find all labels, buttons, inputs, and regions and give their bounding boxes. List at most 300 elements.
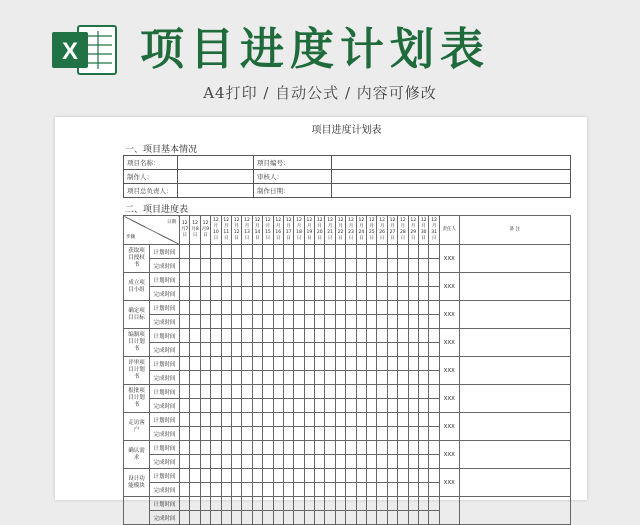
task-plan-row [124,385,571,399]
schedule-cell [231,287,241,301]
schedule-cell [180,441,190,455]
schedule-cell [418,511,428,525]
schedule-cell [335,441,345,455]
schedule-cell [346,245,356,259]
banner-subtitle: A4打印 / 自动公式 / 内容可修改 [203,84,437,102]
schedule-cell [398,413,408,427]
schedule-cell [418,273,428,287]
schedule-cell [190,511,200,525]
task-name: 设计功能模块 [124,469,150,497]
schedule-cell [252,329,262,343]
schedule-cell [200,371,210,385]
schedule-cell [325,245,335,259]
info-label: 项目编号： [254,156,332,170]
schedule-cell [335,301,345,315]
schedule-cell [294,245,304,259]
schedule-cell [294,441,304,455]
schedule-cell [231,259,241,273]
schedule-cell [398,357,408,371]
schedule-cell [315,511,325,525]
task-name: 成立项目小组 [124,273,150,301]
schedule-cell [418,329,428,343]
schedule-cell [429,455,439,469]
schedule-cell [252,497,262,511]
schedule-cell [408,259,418,273]
schedule-cell [325,329,335,343]
schedule-cell [190,469,200,483]
schedule-cell [304,497,314,511]
remark-cell [459,273,570,301]
header-diagonal-cell [124,216,180,245]
schedule-cell [283,245,293,259]
schedule-cell [346,371,356,385]
schedule-cell [408,455,418,469]
schedule-cell [263,469,273,483]
responsible-cell: XXX [439,469,459,497]
schedule-cell [190,413,200,427]
schedule-cell [429,371,439,385]
schedule-cell [387,427,397,441]
schedule-cell [231,357,241,371]
schedule-cell [398,511,408,525]
schedule-cell [325,273,335,287]
schedule-cell [356,315,366,329]
schedule-cell [263,385,273,399]
schedule-cell [387,483,397,497]
schedule-cell [315,427,325,441]
schedule-cell [356,427,366,441]
schedule-cell [242,441,252,455]
schedule-cell [356,301,366,315]
schedule-cell [231,301,241,315]
schedule-cell [418,357,428,371]
schedule-cell [294,511,304,525]
info-value [332,156,571,170]
task-name: 编制项目计划书 [124,329,150,357]
schedule-cell [429,385,439,399]
schedule-cell [325,497,335,511]
schedule-cell [221,399,231,413]
responsible-cell: XXX [439,357,459,385]
banner [0,0,640,112]
schedule-cell [283,413,293,427]
schedule-cell [242,511,252,525]
schedule-cell [190,329,200,343]
date-header: 12月8日 [190,216,200,245]
schedule-cell [304,245,314,259]
schedule-cell [231,315,241,329]
schedule-cell [335,399,345,413]
schedule-cell [335,427,345,441]
remark-cell [459,497,570,525]
info-value [178,170,254,184]
schedule-cell [273,511,283,525]
schedule-cell [190,371,200,385]
plan-time-label: 计划时间 [150,273,180,287]
sheet-title: 项目进度计划表 [311,125,382,136]
date-header: 12月26日 [377,216,387,245]
schedule-cell [315,259,325,273]
progress-table [123,215,571,525]
schedule-cell [346,483,356,497]
plan-time-label: 计划时间 [150,329,180,343]
schedule-cell [325,455,335,469]
schedule-cell [408,511,418,525]
schedule-cell [200,413,210,427]
schedule-cell [242,245,252,259]
schedule-cell [283,455,293,469]
schedule-cell [304,469,314,483]
schedule-cell [408,287,418,301]
schedule-cell [211,343,221,357]
schedule-cell [377,511,387,525]
schedule-cell [377,329,387,343]
info-value [332,170,571,184]
schedule-cell [273,371,283,385]
schedule-cell [315,357,325,371]
schedule-cell [398,343,408,357]
remark-cell [459,301,570,329]
task-plan-row [124,497,571,511]
schedule-cell [273,301,283,315]
task-plan-row [124,413,571,427]
schedule-cell [356,441,366,455]
schedule-cell [325,385,335,399]
schedule-cell [429,441,439,455]
schedule-cell [283,287,293,301]
schedule-cell [304,329,314,343]
date-header: 12月12日 [231,216,241,245]
schedule-cell [367,273,377,287]
task-plan-row [124,469,571,483]
schedule-cell [325,441,335,455]
info-value [178,184,254,198]
info-label: 审核人： [254,170,332,184]
schedule-cell [231,371,241,385]
schedule-cell [408,483,418,497]
schedule-cell [252,455,262,469]
schedule-cell [325,259,335,273]
schedule-cell [367,511,377,525]
schedule-cell [367,301,377,315]
schedule-cell [211,511,221,525]
schedule-cell [180,287,190,301]
schedule-cell [283,329,293,343]
date-header: 12月22日 [335,216,345,245]
schedule-cell [211,301,221,315]
schedule-cell [377,427,387,441]
schedule-cell [211,385,221,399]
schedule-cell [242,427,252,441]
schedule-cell [242,399,252,413]
schedule-cell [429,245,439,259]
plan-time-label: 计划时间 [150,245,180,259]
schedule-cell [283,371,293,385]
schedule-cell [325,357,335,371]
schedule-cell [325,315,335,329]
schedule-cell [346,385,356,399]
schedule-cell [221,287,231,301]
schedule-cell [387,259,397,273]
schedule-cell [273,245,283,259]
schedule-cell [356,371,366,385]
schedule-cell [221,455,231,469]
schedule-cell [335,245,345,259]
schedule-cell [180,455,190,469]
schedule-cell [283,343,293,357]
schedule-cell [180,301,190,315]
schedule-cell [356,273,366,287]
schedule-cell [335,413,345,427]
schedule-cell [304,273,314,287]
responsible-cell: XXX [439,329,459,357]
schedule-cell [325,371,335,385]
document-preview [55,117,587,522]
plan-time-label: 计划时间 [150,497,180,511]
schedule-cell [221,273,231,287]
schedule-cell [252,511,262,525]
schedule-cell [356,399,366,413]
schedule-cell [283,483,293,497]
schedule-cell [429,315,439,329]
task-name: 评审项目计划书 [124,357,150,385]
schedule-cell [356,287,366,301]
schedule-cell [429,497,439,511]
schedule-cell [377,455,387,469]
schedule-cell [211,399,221,413]
excel-icon [50,22,118,78]
schedule-cell [211,287,221,301]
schedule-cell [190,455,200,469]
schedule-cell [221,441,231,455]
schedule-cell [356,259,366,273]
schedule-cell [335,315,345,329]
schedule-cell [231,273,241,287]
schedule-cell [315,441,325,455]
schedule-cell [180,483,190,497]
schedule-cell [211,441,221,455]
schedule-cell [346,259,356,273]
schedule-cell [429,399,439,413]
schedule-cell [377,385,387,399]
task-plan-row [124,329,571,343]
schedule-cell [263,413,273,427]
schedule-cell [231,455,241,469]
schedule-cell [335,287,345,301]
excel-icon-letter: X [61,38,79,65]
schedule-cell [221,259,231,273]
schedule-cell [387,273,397,287]
schedule-cell [346,511,356,525]
date-header: 12月10日 [211,216,221,245]
done-time-label: 完成时间 [150,315,180,329]
schedule-cell [221,301,231,315]
schedule-cell [200,343,210,357]
date-header: 12月30日 [418,216,428,245]
schedule-cell [408,301,418,315]
schedule-cell [294,399,304,413]
schedule-cell [294,455,304,469]
date-header: 12月31日 [429,216,439,245]
schedule-cell [335,273,345,287]
info-row [124,156,571,170]
schedule-cell [408,315,418,329]
schedule-cell [387,301,397,315]
schedule-cell [356,455,366,469]
schedule-cell [200,329,210,343]
schedule-cell [335,469,345,483]
schedule-cell [356,357,366,371]
schedule-cell [387,371,397,385]
schedule-cell [263,455,273,469]
schedule-cell [346,329,356,343]
schedule-cell [294,357,304,371]
schedule-cell [273,385,283,399]
responsible-cell: XXX [439,385,459,413]
date-header: 12月20日 [315,216,325,245]
schedule-cell [283,441,293,455]
schedule-cell [418,427,428,441]
schedule-cell [283,259,293,273]
info-label: 项目总负责人： [124,184,178,198]
schedule-cell [356,385,366,399]
schedule-cell [283,357,293,371]
schedule-cell [263,287,273,301]
date-header: 12月28日 [398,216,408,245]
schedule-cell [273,427,283,441]
schedule-cell [273,469,283,483]
schedule-cell [304,455,314,469]
schedule-cell [294,315,304,329]
schedule-cell [398,259,408,273]
schedule-cell [346,441,356,455]
schedule-cell [429,301,439,315]
schedule-cell [242,287,252,301]
schedule-cell [408,399,418,413]
info-row [124,170,571,184]
schedule-cell [398,483,408,497]
schedule-cell [377,315,387,329]
task-name: 确定项目目标 [124,301,150,329]
schedule-cell [273,497,283,511]
schedule-cell [429,511,439,525]
schedule-cell [180,329,190,343]
schedule-cell [418,301,428,315]
plan-time-label: 计划时间 [150,441,180,455]
schedule-cell [211,413,221,427]
schedule-cell [335,329,345,343]
schedule-cell [367,497,377,511]
schedule-cell [200,511,210,525]
schedule-cell [304,301,314,315]
done-time-label: 完成时间 [150,287,180,301]
schedule-cell [325,301,335,315]
responsible-cell: XXX [439,301,459,329]
schedule-cell [211,329,221,343]
schedule-cell [273,287,283,301]
schedule-cell [346,315,356,329]
schedule-cell [231,441,241,455]
schedule-cell [387,455,397,469]
schedule-cell [408,441,418,455]
schedule-cell [252,357,262,371]
done-time-label: 完成时间 [150,455,180,469]
banner-title: 项目进度计划表 [140,24,490,75]
schedule-cell [242,385,252,399]
schedule-cell [263,511,273,525]
schedule-cell [304,483,314,497]
schedule-cell [283,469,293,483]
schedule-cell [346,413,356,427]
schedule-cell [273,441,283,455]
schedule-cell [294,287,304,301]
done-time-label: 完成时间 [150,511,180,525]
schedule-cell [367,245,377,259]
responsible-header: 责任人 [439,216,459,245]
schedule-cell [418,455,428,469]
schedule-cell [283,385,293,399]
schedule-cell [429,469,439,483]
schedule-cell [252,483,262,497]
schedule-cell [190,287,200,301]
schedule-cell [221,483,231,497]
plan-time-label: 计划时间 [150,385,180,399]
schedule-cell [294,497,304,511]
schedule-cell [200,469,210,483]
schedule-cell [294,273,304,287]
schedule-cell [273,343,283,357]
schedule-cell [252,301,262,315]
schedule-cell [221,427,231,441]
date-header: 12月25日 [367,216,377,245]
schedule-cell [429,427,439,441]
date-header: 12月16日 [273,216,283,245]
task-plan-row [124,301,571,315]
schedule-cell [387,245,397,259]
schedule-cell [221,469,231,483]
done-time-label: 完成时间 [150,483,180,497]
schedule-cell [325,413,335,427]
schedule-cell [367,469,377,483]
schedule-cell [294,343,304,357]
schedule-cell [273,399,283,413]
schedule-cell [263,259,273,273]
done-time-label: 完成时间 [150,343,180,357]
schedule-cell [252,469,262,483]
remark-cell [459,469,570,497]
task-plan-row [124,441,571,455]
schedule-cell [231,343,241,357]
schedule-cell [294,301,304,315]
schedule-cell [221,385,231,399]
schedule-cell [242,469,252,483]
date-header: 12月27日 [387,216,397,245]
schedule-cell [377,441,387,455]
date-header: 12月23日 [346,216,356,245]
schedule-cell [190,315,200,329]
schedule-cell [211,273,221,287]
date-header: 12月15日 [263,216,273,245]
schedule-cell [273,357,283,371]
schedule-cell [315,413,325,427]
schedule-cell [200,455,210,469]
schedule-cell [429,259,439,273]
schedule-cell [429,329,439,343]
schedule-cell [377,497,387,511]
schedule-cell [242,315,252,329]
schedule-cell [231,413,241,427]
responsible-cell: XXX [439,413,459,441]
